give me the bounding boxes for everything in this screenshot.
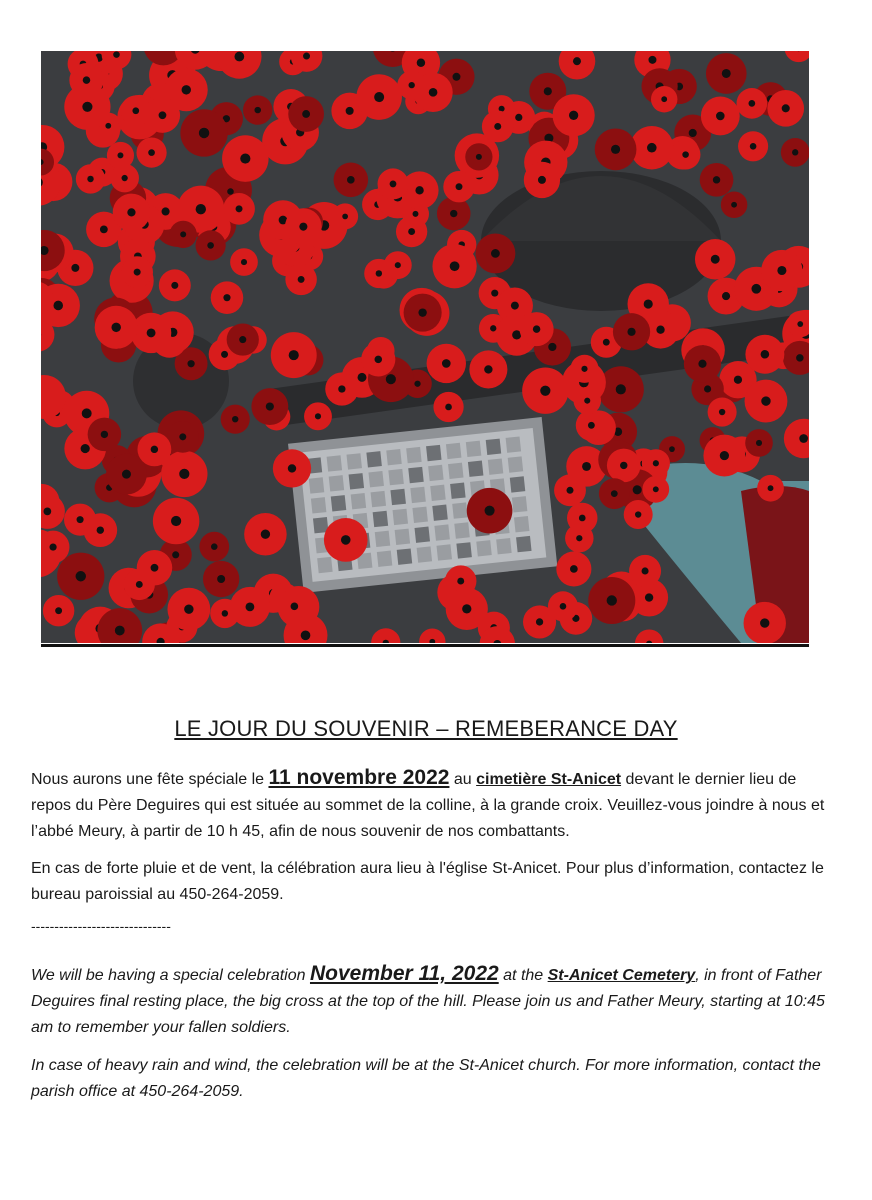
poppy-center [49, 543, 56, 550]
poppy-center [633, 485, 642, 494]
poppy-center [171, 516, 181, 526]
plaque-portrait [329, 475, 344, 491]
poppy-center [734, 376, 742, 384]
poppy-center [413, 211, 419, 217]
poppy-center [223, 294, 230, 301]
plaque-portrait [406, 447, 421, 463]
poppy-center [301, 631, 311, 641]
photo-illustration [41, 51, 809, 643]
plaque-portrait [346, 453, 361, 469]
poppy-center [254, 107, 260, 113]
poppy-center [511, 302, 519, 310]
poppy-center [101, 431, 108, 438]
poppy-center [291, 603, 299, 611]
english-paragraph-2: In case of heavy rain and wind, the celebration will be at the St-Anicet church. For more information, contact the parish office at 450-264-2059. [31, 1057, 821, 1100]
poppy-center [731, 202, 737, 208]
fr-p1-text-b: au [449, 771, 477, 788]
poppy-center [462, 604, 471, 613]
poppy-center [415, 186, 423, 194]
poppy-center [162, 207, 170, 215]
poppy-center [566, 487, 573, 494]
poppy-center [288, 464, 296, 472]
poppy-center [457, 578, 464, 585]
poppy-center [429, 88, 438, 97]
poppy-center [414, 381, 420, 387]
plaque-portrait [496, 538, 511, 554]
poppy-center [217, 575, 225, 583]
poppy-center [761, 350, 770, 359]
plaque-portrait [366, 451, 381, 467]
plaque-portrait [373, 511, 388, 527]
poppy-center [374, 92, 384, 102]
poppy-center [648, 56, 656, 64]
poppy-center [720, 451, 729, 460]
poppy-center [719, 409, 725, 415]
plaque-portrait [390, 489, 405, 505]
poppy-center [151, 564, 159, 572]
poppy-center [239, 336, 246, 343]
poppy-center [199, 128, 209, 138]
poppy-center [184, 604, 193, 613]
plaque-portrait [510, 476, 525, 492]
en-p3-text-b: at the [498, 967, 548, 984]
poppy-center [584, 398, 590, 404]
plaque-portrait [311, 497, 326, 513]
plaque-portrait [452, 502, 467, 518]
poppy-center [221, 351, 228, 358]
poppy-center [722, 69, 731, 78]
poppy-center [347, 176, 355, 184]
poppy-center [620, 462, 627, 469]
poppy-center [452, 73, 460, 81]
plaque-portrait [349, 473, 364, 489]
poppy-center [338, 385, 345, 392]
plaque-portrait [450, 483, 465, 499]
en-event-date: November 11, 2022 [309, 962, 499, 985]
poppy-center [117, 152, 123, 158]
poppy-center [538, 176, 546, 184]
plaque-portrait [434, 524, 449, 540]
poppy-center [445, 404, 452, 411]
poppy-center [408, 228, 415, 235]
poppy-center [797, 321, 803, 327]
poppy-center [627, 328, 635, 336]
poppy-center [105, 123, 111, 129]
poppy-center [748, 100, 755, 107]
poppy-center [485, 506, 495, 516]
poppy-center [390, 180, 397, 187]
poppy-center [607, 595, 617, 605]
poppy-center [172, 551, 179, 558]
plaque-portrait [351, 493, 366, 509]
plaque-portrait [410, 487, 425, 503]
poppy-center [53, 301, 63, 311]
poppy-center [417, 59, 425, 67]
page-title: LE JOUR DU SOUVENIR – REMEBERANCE DAY [174, 716, 678, 741]
divider-rule [41, 644, 809, 647]
poppy-center [642, 567, 649, 574]
poppy-center [298, 276, 305, 283]
poppy-center [132, 107, 139, 114]
poppy-center [782, 104, 790, 112]
poppy-center [409, 82, 415, 88]
plaque-portrait [508, 456, 523, 472]
poppy-center [761, 396, 770, 405]
poppy-center [576, 535, 582, 541]
poppy-center [777, 266, 786, 275]
poppy-center [83, 76, 91, 84]
poppy-center [395, 262, 401, 268]
poppy-center [611, 145, 620, 154]
poppy-center [376, 270, 382, 276]
poppy-center [698, 360, 706, 368]
plaque-portrait [408, 467, 423, 483]
poppy-center [227, 188, 234, 195]
poppy-center [127, 208, 135, 216]
plaque-portrait [377, 551, 392, 567]
english-paragraph-1 [31, 961, 831, 1041]
poppy-center [182, 85, 191, 94]
fr-event-date: 11 novembre 2022 [268, 766, 450, 789]
poppy-center [645, 593, 653, 601]
poppy-center [635, 511, 641, 517]
poppy-center [750, 143, 757, 150]
en-p3-text-c: , in front of Father Deguires final resting place, the big cross at the top of the hill. Please join us and Father Meury, starting at 10:45 am to remember your fallen soldiers. [31, 967, 825, 1036]
poppy-center [136, 581, 143, 588]
poppy-center [266, 402, 274, 410]
plaque-portrait [516, 536, 531, 552]
poppy-center [342, 214, 348, 220]
poppy-center [799, 434, 808, 443]
plaque-portrait [454, 522, 469, 538]
french-paragraph-1 [31, 765, 831, 845]
poppy-center [548, 343, 556, 351]
poppy-center [515, 114, 522, 121]
plaque-portrait [446, 443, 461, 459]
poppy-center [569, 111, 578, 120]
plaque-portrait [393, 509, 408, 525]
poppy-center [751, 284, 761, 294]
poppy-center [147, 328, 156, 337]
poppy-center [115, 626, 125, 636]
language-separator: ------------------------------ [31, 918, 171, 934]
poppy-center [581, 366, 587, 372]
poppy-center [644, 299, 653, 308]
plaque-portrait [317, 557, 332, 573]
poppy-center [544, 87, 552, 95]
poppy-center [211, 543, 218, 550]
fr-p1-text-a: Nous aurons une fête spéciale le [31, 771, 269, 788]
plaque-portrait [375, 531, 390, 547]
poppy-center [582, 462, 591, 471]
plaque-portrait [368, 471, 383, 487]
poppy-center [341, 535, 351, 545]
poppy-center [100, 225, 108, 233]
plaque-portrait [466, 441, 481, 457]
poppy-center [573, 57, 581, 65]
poppy-center [171, 282, 178, 289]
plaque-portrait [512, 496, 527, 512]
poppy-center [77, 516, 84, 523]
poppies-memorial-photo [41, 51, 809, 643]
poppy-center [536, 618, 543, 625]
poppy-center [490, 325, 496, 331]
poppy-center [456, 183, 463, 190]
poppy-center [122, 470, 131, 479]
poppy-center [358, 373, 367, 382]
poppy-center [442, 359, 451, 368]
poppy-center [232, 416, 238, 422]
poppy-center [386, 374, 396, 384]
plaque-portrait [386, 449, 401, 465]
poppy-center [656, 326, 664, 334]
poppy-center [533, 325, 540, 332]
poppy-center [236, 205, 243, 212]
poppy-center [450, 261, 460, 271]
plaque-portrait [388, 469, 403, 485]
poppy-center [540, 386, 550, 396]
plaque-portrait [436, 544, 451, 560]
fr-p1-text-c: devant le dernier lieu de repos du Père Deguires qui est située au sommet de la colline, à la grande croix. Veuillez-vous joindre à nous et l’abbé Meury, à partir de 10 h 45, afin de nous souvenir de nos combattants. [31, 771, 825, 840]
poppy-center [653, 460, 659, 466]
poppy-center [240, 153, 250, 163]
poppy-center [418, 308, 426, 316]
poppy-center [261, 530, 270, 539]
plaque-portrait [488, 458, 503, 474]
plaque-portrait [415, 526, 430, 542]
poppy-center [491, 290, 498, 297]
poppy-center [722, 292, 730, 300]
poppy-center [246, 602, 255, 611]
poppy-center [71, 264, 79, 272]
poppy-center [55, 607, 62, 614]
poppy-center [241, 259, 247, 265]
poppy-center [196, 204, 206, 214]
poppy-center [579, 515, 586, 522]
plaque-portrait [432, 505, 447, 521]
poppy-center [704, 385, 711, 392]
plaque-portrait [309, 477, 324, 493]
poppy-center [669, 446, 675, 452]
plaque-portrait [430, 485, 445, 501]
poppy-center [476, 154, 482, 160]
poppy-center [756, 440, 762, 446]
poppy-center [179, 469, 189, 479]
poppy-center [689, 129, 697, 137]
poppy-center [647, 143, 657, 153]
memorial-plaque [288, 417, 557, 593]
plaque-portrait [456, 542, 471, 558]
poppy-center [159, 111, 167, 119]
poppy-center [302, 110, 310, 118]
en-p3-text-a: We will be having a special celebration [31, 967, 310, 984]
poppy-center [588, 422, 595, 429]
poppy-center [151, 446, 158, 453]
poppy-center [113, 51, 120, 58]
plaque-portrait [395, 529, 410, 545]
poppy-center [661, 96, 667, 102]
poppy-center [111, 323, 120, 332]
plaque-portrait [331, 495, 346, 511]
poppy-center [484, 365, 492, 373]
plaque-portrait [476, 540, 491, 556]
poppy-center [616, 384, 626, 394]
poppy-center [82, 102, 92, 112]
poppy-center [207, 242, 214, 249]
poppy-center [796, 354, 803, 361]
plaque-portrait [327, 455, 342, 471]
poppy-center [81, 444, 90, 453]
poppy-center [187, 360, 194, 367]
fr-event-location: cimetière St-Anicet [476, 771, 622, 788]
poppy-center [97, 526, 104, 533]
poppy-center [560, 603, 567, 610]
plaque-portrait [506, 436, 521, 452]
poppy-center [603, 339, 610, 346]
plaque-portrait [426, 445, 441, 461]
poppy-center [346, 107, 354, 115]
poppy-center [494, 123, 501, 130]
poppy-center [44, 508, 52, 516]
poppy-center [611, 490, 618, 497]
poppy-center [122, 175, 128, 181]
poppy-center [179, 433, 186, 440]
poppy-center [148, 149, 155, 156]
poppy-center [653, 486, 659, 492]
poppy-center [760, 618, 769, 627]
poppy-center [289, 350, 299, 360]
poppy-center [299, 223, 307, 231]
poppy-center [234, 52, 244, 62]
poppy-center [87, 176, 93, 182]
poppy-center [682, 151, 689, 158]
poppy-center [76, 571, 86, 581]
plaque-portrait [417, 546, 432, 562]
plaque-portrait [428, 465, 443, 481]
poppy-center [768, 485, 774, 491]
plaque-portrait [412, 507, 427, 523]
poppy-center [180, 231, 186, 237]
plaque-portrait [468, 461, 483, 477]
plaque-portrait [514, 516, 529, 532]
plaque-portrait [486, 439, 501, 455]
poppy-center [713, 176, 720, 183]
plaque-portrait [371, 491, 386, 507]
poppy-center [450, 210, 457, 217]
plaque-portrait [397, 548, 412, 564]
en-event-location: St-Anicet Cemetery [547, 967, 696, 984]
plaque-portrait [448, 463, 463, 479]
poppy-center [792, 149, 798, 155]
poppy-center [315, 413, 321, 419]
poppy-center [375, 356, 383, 364]
poppy-center [570, 565, 578, 573]
poppy-center [82, 408, 92, 418]
french-paragraph-2: En cas de forte pluie et de vent, la célébration aura lieu à l'église St-Anicet. Pour plus d’information, contactez le bureau paroissial au 450-264-2059. [31, 860, 824, 903]
poppy-center [711, 255, 720, 264]
poppy-center [134, 269, 141, 276]
poppy-center [491, 249, 500, 258]
poppy-center [716, 112, 725, 121]
poppy-center [303, 53, 310, 60]
poppy-center [222, 610, 228, 616]
